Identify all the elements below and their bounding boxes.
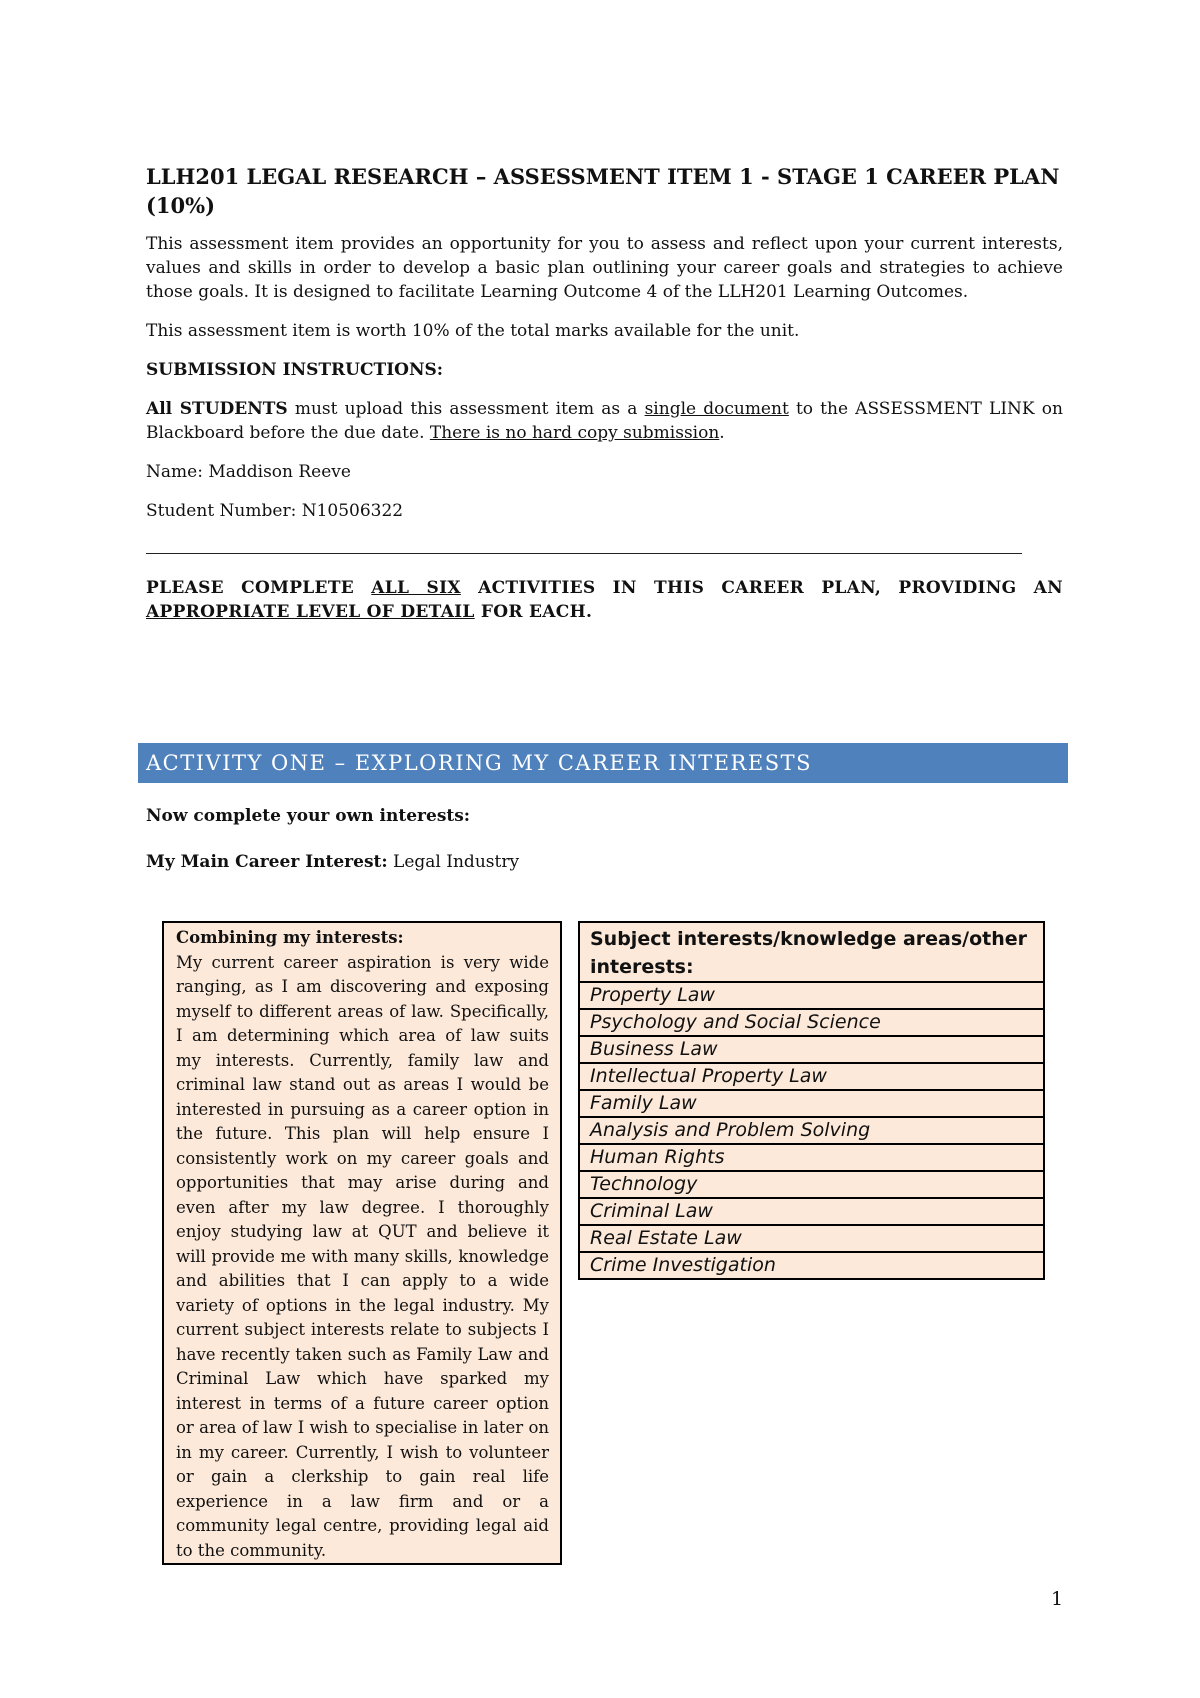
document-page xyxy=(146,162,1063,639)
instruction-part-3: FOR EACH. xyxy=(474,602,593,622)
subject-item: Criminal Law xyxy=(579,1198,1044,1225)
now-complete-label: Now complete your own interests: xyxy=(146,806,471,826)
table-row xyxy=(579,1063,1044,1090)
combining-interests-body: My current career aspiration is very wide ranging, as I am discovering and exposing myself to different areas of law. Specifically, I am determining which area of law suits my interests. Currently, family law and criminal law stand out as areas I would be interested in pursuing as a career option in the future. This plan will help ensure I consistently work on my career goals and opportunities that may arise during and even after my law degree. I thoroughly enjoy studying law at QUT and believe it will provide me with many skills, knowledge and abilities that I can apply to a wide variety of options in the legal industry. My current subject interests relate to subjects I have recently taken such as Family Law and Criminal Law which have sparked my interest in terms of a future career option or area of law I wish to specialise in later on in my career. Currently, I wish to volunteer or gain a clerkship to gain real life experience in a law firm and or a community legal centre, providing legal aid to the community. xyxy=(176,952,549,1560)
no-hard-copy-text: There is no hard copy submission xyxy=(429,423,720,443)
document-title: LLH201 LEGAL RESEARCH – ASSESSMENT ITEM 1 - STAGE 1 CAREER PLAN (10%) xyxy=(146,164,1060,218)
page-number: 1 xyxy=(1051,1588,1064,1610)
intro-paragraph: This assessment item provides an opportunity for you to assess and reflect upon your current interests, values and skills in order to develop a basic plan outlining your career goals and strategies to achieve those goals. It is designed to facilitate Learning Outcome 4 of the LLH201 Learning Outcomes. xyxy=(146,234,1063,302)
table-row xyxy=(579,1090,1044,1117)
single-document-text: single document xyxy=(644,399,789,419)
submission-heading: SUBMISSION INSTRUCTIONS: xyxy=(146,360,444,380)
instruction-part-1: PLEASE COMPLETE xyxy=(146,578,372,598)
submission-paragraph xyxy=(146,397,1063,445)
subject-interests-header: Subject interests/knowledge areas/other interests: xyxy=(579,922,1044,982)
subject-item: Analysis and Problem Solving xyxy=(579,1117,1044,1144)
table-row xyxy=(579,1144,1044,1171)
main-interest-label: My Main Career Interest: xyxy=(146,852,388,872)
submission-text-1: must upload this assessment item as a xyxy=(287,399,645,419)
table-row xyxy=(579,1009,1044,1036)
instruction-paragraph xyxy=(146,576,1063,624)
student-name: Name: Maddison Reeve xyxy=(146,462,351,482)
subject-item: Real Estate Law xyxy=(579,1225,1044,1252)
appropriate-level-text: APPROPRIATE LEVEL OF DETAIL xyxy=(146,602,475,622)
main-career-interest xyxy=(146,852,519,872)
table-row xyxy=(579,982,1044,1009)
table-row xyxy=(579,1036,1044,1063)
table-row xyxy=(579,1171,1044,1198)
subject-item: Intellectual Property Law xyxy=(579,1063,1044,1090)
combining-interests-box xyxy=(162,921,562,1565)
student-number: Student Number: N10506322 xyxy=(146,501,404,521)
table-row xyxy=(579,1252,1044,1279)
subject-interests-table xyxy=(578,921,1045,1280)
subject-item: Technology xyxy=(579,1171,1044,1198)
worth-paragraph: This assessment item is worth 10% of the total marks available for the unit. xyxy=(146,321,800,341)
submission-text-2: to the ASSESSMENT LINK on Blackboard before the due date. xyxy=(146,399,1063,443)
subject-item: Psychology and Social Science xyxy=(579,1009,1044,1036)
horizontal-divider xyxy=(146,553,1022,554)
combining-interests-title: Combining my interests: xyxy=(176,928,404,947)
subject-item: Crime Investigation xyxy=(579,1252,1044,1279)
table-row xyxy=(579,1117,1044,1144)
subject-item: Family Law xyxy=(579,1090,1044,1117)
instruction-part-2: ACTIVITIES IN THIS CAREER PLAN, PROVIDING AN xyxy=(460,578,1063,598)
subject-item: Business Law xyxy=(579,1036,1044,1063)
submission-period: . xyxy=(719,423,725,443)
table-row xyxy=(579,1198,1044,1225)
table-header-row xyxy=(579,922,1044,982)
activity-one-banner: ACTIVITY ONE – EXPLORING MY CAREER INTERESTS xyxy=(138,743,1068,783)
subject-item: Human Rights xyxy=(579,1144,1044,1171)
all-six-text: ALL SIX xyxy=(371,578,461,598)
all-students-text: All STUDENTS xyxy=(146,399,288,419)
subject-item: Property Law xyxy=(579,982,1044,1009)
main-interest-value: Legal Industry xyxy=(387,852,520,872)
table-row xyxy=(579,1225,1044,1252)
